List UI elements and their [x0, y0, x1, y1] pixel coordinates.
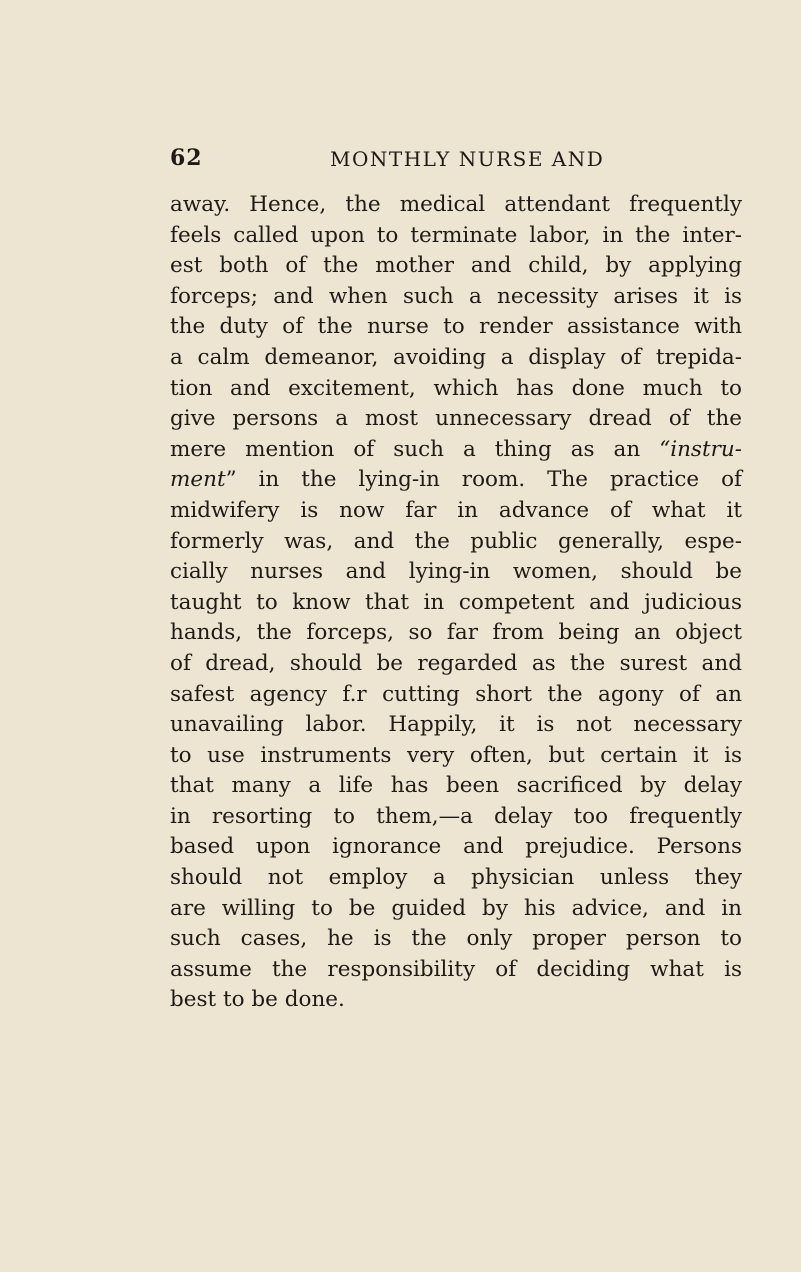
- text-line: based upon ignorance and prejudice. Persons: [170, 834, 742, 860]
- text-line: in resorting to them,—a delay too frequently: [170, 803, 742, 829]
- text-line: midwifery is now far in advance of what it: [170, 497, 742, 523]
- text-line: forceps; and when such a necessity arises it is: [170, 283, 742, 309]
- italic-text: ment: [170, 467, 226, 493]
- text-line: should not employ a physician unless they: [170, 865, 742, 891]
- text-line: away. Hence, the medical attendant frequently: [170, 192, 742, 217]
- text-line: taught to know that in competent and judicious: [170, 589, 742, 615]
- page-header: [170, 145, 740, 175]
- text-line: give persons a most unnecessary dread of the: [170, 406, 742, 432]
- text-line: assume the responsibility of deciding what is: [170, 956, 742, 982]
- text-line: [170, 465, 742, 496]
- running-head: MONTHLY NURSE AND: [330, 147, 605, 171]
- text-line: such cases, he is the only proper person to: [170, 926, 742, 952]
- text-line: safest agency f.r cutting short the agony of an: [170, 681, 742, 707]
- text-line: of dread, should be regarded as the surest and: [170, 650, 742, 676]
- italic-text: “instru-: [659, 436, 742, 462]
- text-line: cially nurses and lying-in women, should be: [170, 559, 742, 585]
- text-line: unavailing labor. Happily, it is not necessary: [170, 712, 742, 738]
- text-line: are willing to be guided by his advice, and in: [170, 895, 742, 921]
- text-line: a calm demeanor, avoiding a display of trepida-: [170, 344, 742, 370]
- text-segment: mere mention of such a thing as an: [170, 436, 641, 462]
- text-segment: ” in the lying-in room. The practice of: [225, 467, 742, 493]
- text-line: tion and excitement, which has done much to: [170, 375, 742, 401]
- text-line: hands, the forceps, so far from being an object: [170, 620, 742, 646]
- body-text: [170, 190, 742, 1016]
- text-line: that many a life has been sacrificed by delay: [170, 773, 742, 799]
- text-line: best to be done.: [170, 987, 345, 1013]
- text-line: formerly was, and the public generally, espe-: [170, 528, 742, 554]
- text-line: to use instruments very often, but certain it is: [170, 742, 742, 768]
- page-number: 62: [170, 145, 203, 171]
- text-line: [170, 435, 742, 466]
- text-line: feels called upon to terminate labor, in the inter-: [170, 222, 742, 248]
- text-line: est both of the mother and child, by applying: [170, 253, 742, 279]
- text-line: the duty of the nurse to render assistance with: [170, 314, 742, 340]
